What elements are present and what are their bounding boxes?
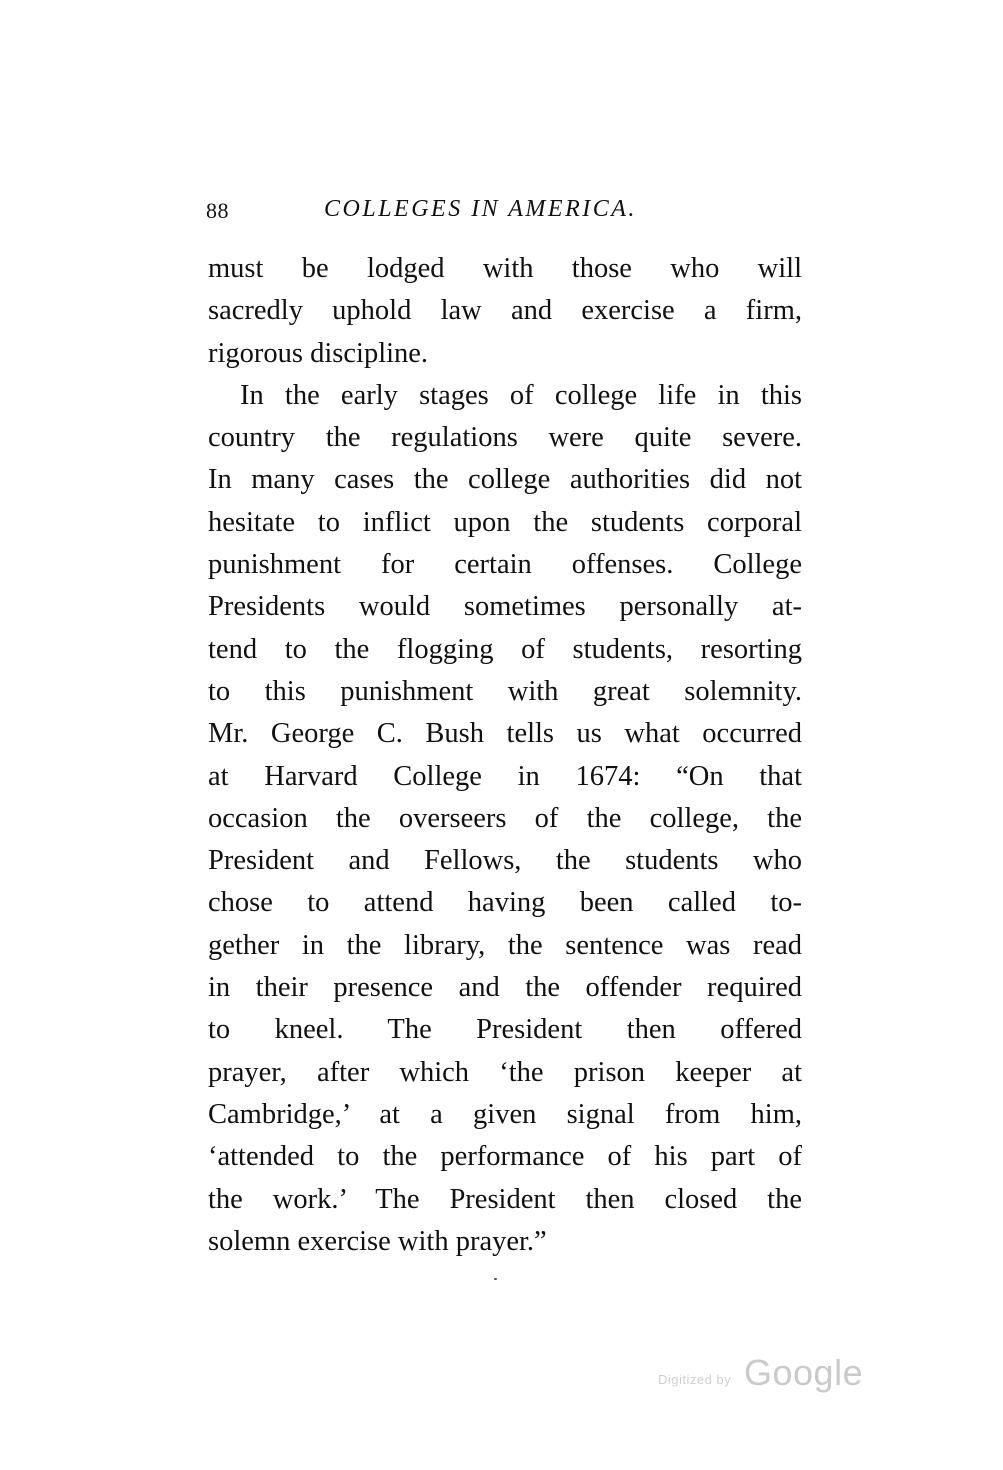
text-line: gether in the library, the sentence was read [208, 929, 802, 961]
text-line: solemn exercise with prayer.” [208, 1225, 547, 1257]
text-line: Presidents would sometimes personally at- [208, 591, 802, 623]
text-line: tend to the flogging of students, resorting [208, 633, 802, 665]
text-line: occasion the overseers of the college, the [208, 802, 802, 834]
text-line: Cambridge,’ at a given signal from him, [208, 1098, 802, 1130]
paragraph-1 [208, 248, 802, 375]
running-title: COLLEGES IN AMERICA. [324, 196, 637, 222]
text-line: punishment for certain offenses. College [208, 549, 802, 581]
text-line: prayer, after which ‘the prison keeper at [208, 1056, 802, 1088]
text-line: at Harvard College in 1674: “On that [208, 760, 802, 792]
text-line: ‘attended to the performance of his part of [208, 1141, 802, 1173]
text-line: President and Fellows, the students who [208, 845, 802, 877]
text-line: In many cases the college authorities did not [208, 464, 802, 496]
text-line: the work.’ The President then closed the [208, 1183, 802, 1215]
text-line: hesitate to inflict upon the students corporal [208, 506, 802, 538]
paragraph-2 [208, 375, 802, 1263]
text-line: chose to attend having been called to- [208, 887, 802, 919]
text-line: to this punishment with great solemnity. [208, 675, 802, 707]
text-line: must be lodged with those who will [208, 253, 802, 284]
text-line: sacredly uphold law and exercise a firm, [208, 295, 802, 327]
page-number: 88 [206, 198, 229, 223]
text-line: country the regulations were quite severe. [208, 422, 802, 454]
watermark-digitized-text: Digitized by [658, 1372, 732, 1387]
ink-speck [494, 1278, 497, 1280]
running-head [206, 196, 800, 230]
text-line: Mr. George C. Bush tells us what occurred [208, 718, 802, 750]
text-line: In the early stages of college life in this [240, 379, 802, 411]
text-line: rigorous discipline. [208, 337, 429, 369]
body-text [208, 248, 802, 1263]
text-line: in their presence and the offender required [208, 972, 802, 1004]
google-logo: Google [744, 1352, 864, 1393]
text-line: to kneel. The President then offered [208, 1014, 802, 1046]
digitized-watermark [658, 1352, 868, 1402]
